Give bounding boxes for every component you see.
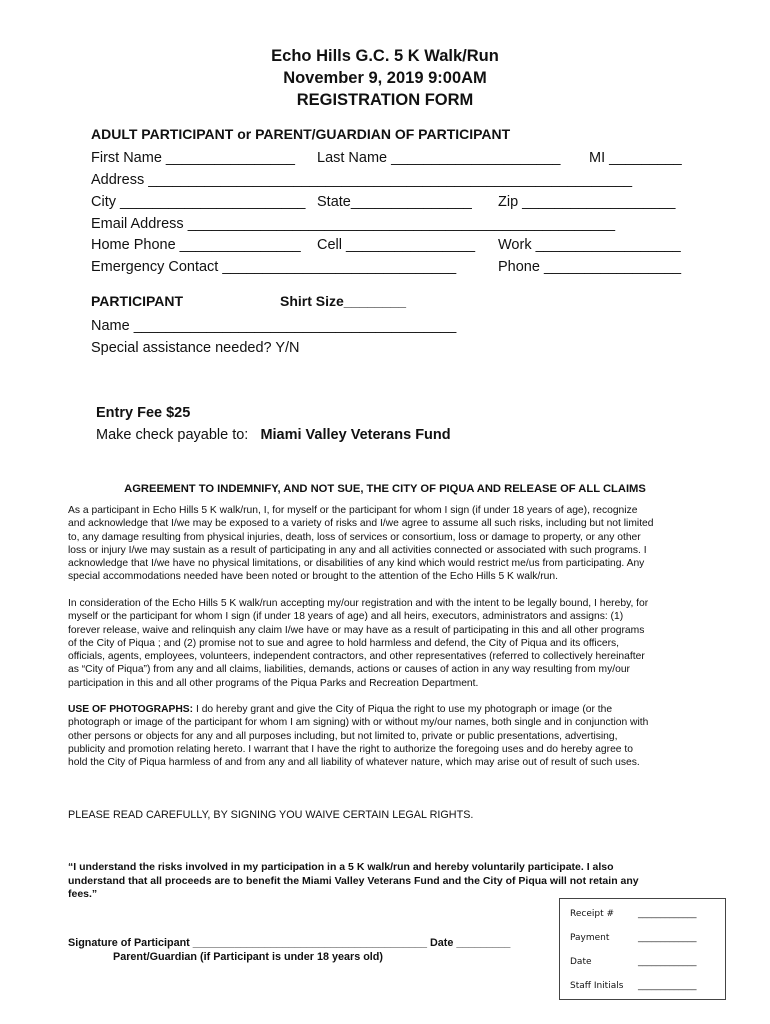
work-field: Work __________________: [498, 237, 681, 253]
waiver-notice: PLEASE READ CAREFULLY, BY SIGNING YOU WAIVE CERTAIN LEGAL RIGHTS.: [68, 809, 474, 821]
entry-fee: Entry Fee $25: [96, 405, 191, 421]
form-title: REGISTRATION FORM: [296, 91, 474, 109]
first-name-field: First Name ________________: [91, 150, 295, 166]
acknowledgement-quote: [68, 861, 716, 902]
city-field: City _______________________: [91, 194, 306, 210]
indemnify-line: In consideration of the Echo Hills 5 K walk/run accepting my/our registration and with the intent to be legally bound, I hereby, for: [68, 598, 649, 609]
adult-section-heading: ADULT PARTICIPANT or PARENT/GUARDIAN OF PARTICIPANT: [91, 126, 511, 142]
release-line: loss or injury I/we may sustain as a result of participating in any and all activities connected or associated with such programs. I: [68, 544, 647, 556]
date-label: Date: [570, 957, 592, 967]
photographs-paragraph: [68, 703, 716, 769]
guardian-note: Parent/Guardian (if Participant is under 18 years old): [113, 951, 383, 963]
photographs-line: other persons or objects for any and all purposes including, but not limited to, private or public presentations, advertising,: [68, 730, 618, 742]
payment-line: _____________: [638, 933, 697, 943]
event-date: November 9, 2019 9:00AM: [283, 69, 487, 87]
email-field: Email Address _____________________________________________________: [91, 216, 616, 232]
mi-field: MI _________: [589, 150, 682, 166]
payment-label: Payment: [570, 933, 610, 943]
emergency-contact-field: Emergency Contact _____________________________: [91, 259, 457, 275]
last-name-field: Last Name _____________________: [317, 150, 561, 166]
indemnify-line: participation in this and all other programs of the Piqua Parks and Recreation Department.: [68, 677, 479, 689]
payable-recipient: Miami Valley Veterans Fund: [260, 427, 451, 443]
staff-initials-line: _____________: [638, 981, 697, 991]
zip-field: Zip ___________________: [498, 194, 676, 210]
payable-to-line: [96, 427, 451, 443]
release-line: and acknowledge that I/we may be exposed to a variety of risks and I/we agree to assume all such risks, including but not limited: [68, 518, 654, 530]
indemnify-line: forever release, waive and relinquish any claim I/we have or may have as a result of participating in this and all other programs: [68, 624, 645, 636]
signature-line: Signature of Participant _______________________________________ Date _________: [68, 937, 511, 949]
quote-line: “I understand the risks involved in my participation in a 5 K walk/run and hereby voluntarily participate. I also: [68, 861, 614, 873]
indemnify-line: officials, agents, employees, volunteers, independent contractors, and other representatives (referred to collectively hereinafter: [68, 651, 645, 663]
payable-label: Make check payable to:: [96, 427, 249, 443]
indemnify-paragraph: [68, 597, 716, 690]
shirt-size-field: Shirt Size________: [280, 293, 407, 309]
event-title: Echo Hills G.C. 5 K Walk/Run: [271, 47, 499, 65]
office-use-box: [559, 898, 726, 1000]
participant-name-field: Name ________________________________________: [91, 318, 457, 334]
quote-line: understand that all proceeds are to benefit the Miami Valley Veterans Fund and the City of Piqua will not retain any: [68, 874, 639, 887]
date-line: _____________: [638, 957, 697, 967]
photographs-line: I do hereby grant and give the City of Piqua the right to use my photograph or image (or the: [193, 704, 613, 715]
staff-initials-label: Staff Initials: [570, 981, 624, 991]
indemnify-line: of the City of Piqua ; and (2) promise not to sue and agree to hold harmless and defend, the City of Piqua and its officers,: [68, 637, 620, 649]
photographs-line: photograph or image of the participant for whom I am signing) with or without my/our names, both single and in conjunction with: [68, 717, 649, 729]
photographs-line: hold the City of Piqua harmless of and from any and all liability of whatever nature, which may arise out of result of such uses.: [68, 757, 640, 769]
home-phone-field: Home Phone _______________: [91, 237, 301, 253]
quote-line: fees.”: [68, 888, 98, 900]
address-field: Address ____________________________________________________________: [91, 172, 633, 188]
emergency-phone-field: Phone _________________: [498, 259, 682, 275]
receipt-line: _____________: [638, 909, 697, 919]
receipt-label: Receipt #: [570, 909, 615, 919]
state-field: State_______________: [317, 194, 472, 210]
photographs-label: USE OF PHOTOGRAPHS:: [68, 704, 194, 715]
release-line: special accommodations needed have been noted or brought to the attention of the Echo Hills 5 K walk/run.: [68, 571, 558, 583]
agreement-heading: AGREEMENT TO INDEMNIFY, AND NOT SUE, THE CITY OF PIQUA AND RELEASE OF ALL CLAIMS: [124, 483, 646, 495]
participant-heading: PARTICIPANT: [91, 293, 184, 309]
release-paragraph: [68, 504, 716, 584]
special-assistance-field: Special assistance needed? Y/N: [91, 340, 300, 356]
release-line: As a participant in Echo Hills 5 K walk/run, I, for myself or the participant for whom I sign (if under 18 years of age), recognize: [68, 505, 638, 516]
indemnify-line: as “City of Piqua”) from any and all claims, liabilities, demands, actions or causes of action in any way resulting from my/our: [68, 664, 630, 676]
release-line: to, any damage resulting from physical injuries, death, loss of services or consortium, loss or damage to property, or any other: [68, 531, 641, 543]
cell-field: Cell ________________: [317, 237, 476, 253]
photographs-line: publicity and promotion relating hereto. I warrant that I have the right to authorize the foregoing uses and do hereby agree to: [68, 743, 633, 755]
indemnify-line: myself or the participant for whom I sign (if under 18 years of age) and all heirs, executors, administrators and assigns: (1): [68, 611, 624, 623]
release-line: acknowledge that I/we have no physical limitations, or disabilities of any kind which would restrict me/us from participating. Any: [68, 558, 645, 570]
